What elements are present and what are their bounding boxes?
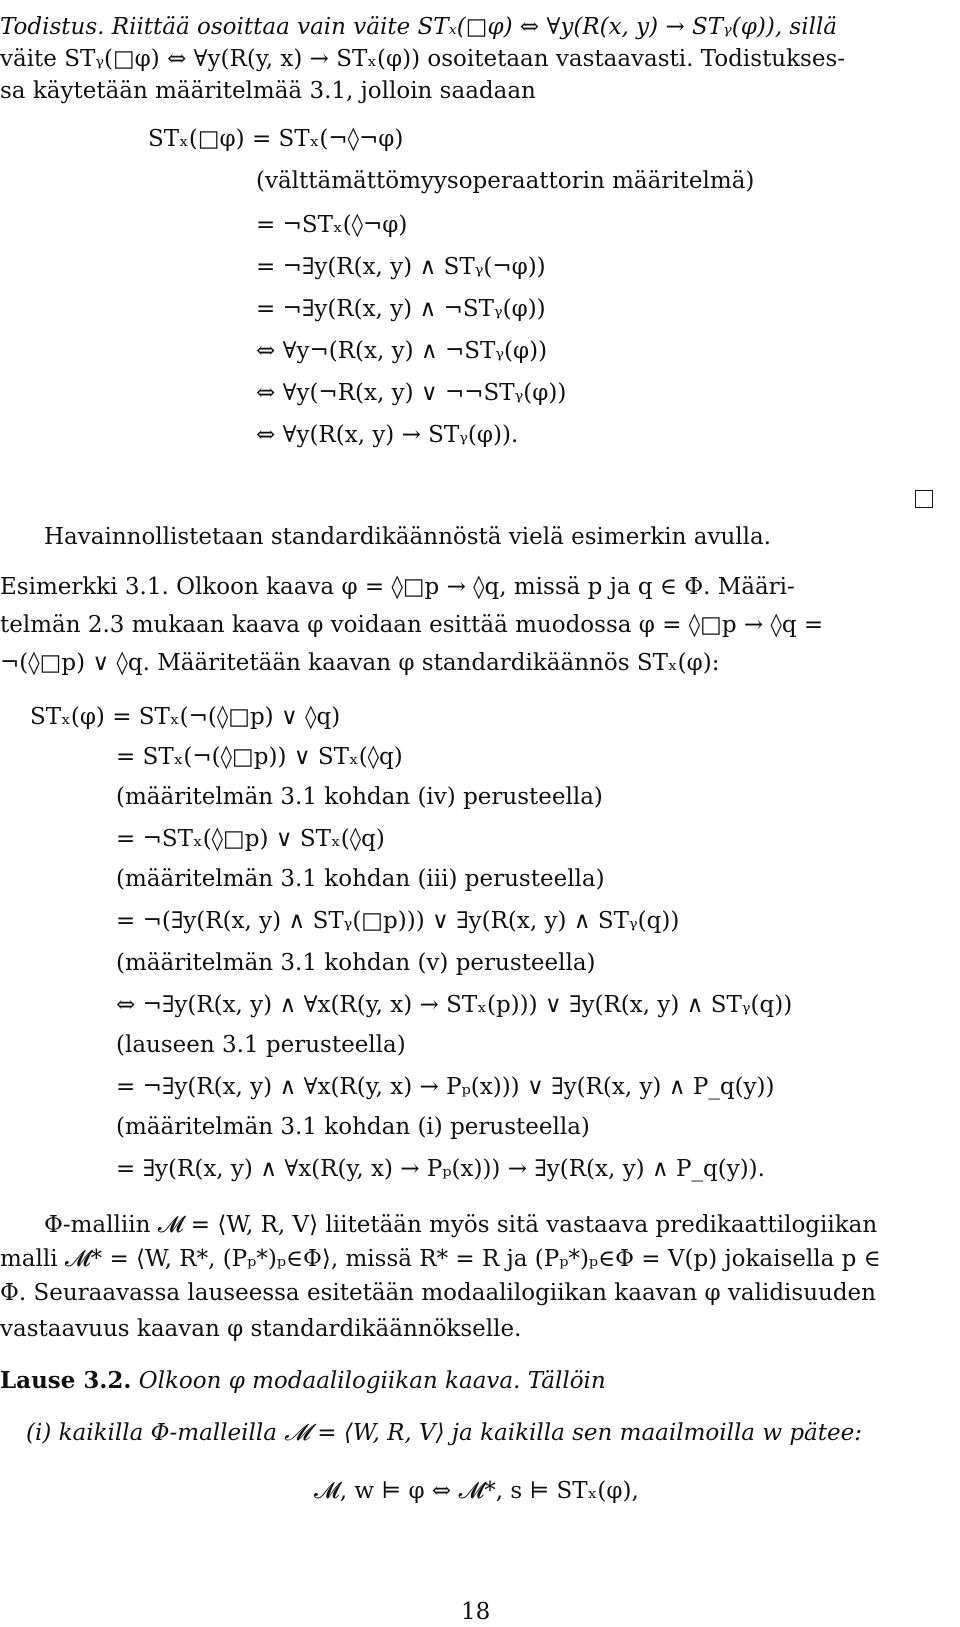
example-derivation-10: = ¬∃y(R(x, y) ∧ ∀x(R(y, x) → Pₚ(x))) ∨ ∃y(R(x, y) ∧ P_q(y)) (116, 1074, 775, 1100)
theorem-label: Lause 3.2. (0, 1367, 132, 1394)
model-paragraph-line-1: Φ-malliin 𝓜 = ⟨W, R, V⟩ liitetään myös sitä vastaava predikaattilogiikan (44, 1212, 878, 1238)
example-line-3: ¬(◊□p) ∨ ◊q. Määritetään kaavan φ standardikäännös STₓ(φ): (0, 650, 720, 676)
example-derivation-11: (määritelmän 3.1 kohdan (i) perusteella) (116, 1114, 590, 1140)
model-paragraph-line-2: malli 𝓜* = ⟨W, R*, (Pₚ*)ₚ∈Φ⟩, missä R* = R ja (Pₚ*)ₚ∈Φ = V(p) jokaisella p ∈ (0, 1246, 881, 1272)
proof-derivation-6: ⇔ ∀y¬(R(x, y) ∧ ¬STᵧ(φ)) (256, 338, 548, 364)
example-derivation-7: (määritelmän 3.1 kohdan (v) perusteella) (116, 950, 596, 976)
transition-text: Havainnollistetaan standardikäännöstä vielä esimerkin avulla. (44, 524, 772, 550)
proof-line-3: sa käytetään määritelmää 3.1, jolloin saadaan (0, 78, 536, 104)
theorem-statement: Olkoon φ modaalilogiikan kaava. Tällöin (138, 1368, 606, 1394)
proof-derivation-1: STₓ(□φ) = STₓ(¬◊¬φ) (148, 126, 404, 152)
proof-derivation-8: ⇔ ∀y(R(x, y) → STᵧ(φ)). (256, 422, 519, 448)
proof-derivation-2: (välttämättömyysoperaattorin määritelmä) (256, 168, 755, 194)
example-line-1: Esimerkki 3.1. Olkoon kaava φ = ◊□p → ◊q, missä p ja q ∈ Φ. Määri- (0, 574, 795, 600)
example-derivation-3: (määritelmän 3.1 kohdan (iv) perusteella) (116, 784, 603, 810)
example-line-2: telmän 2.3 mukaan kaava φ voidaan esittää muodossa φ = ◊□p → ◊q = (0, 612, 824, 638)
proof-derivation-4: = ¬∃y(R(x, y) ∧ STᵧ(¬φ)) (256, 254, 546, 280)
theorem-item-i: (i) kaikilla Φ-malleilla 𝓜 = ⟨W, R, V⟩ ja kaikilla sen maailmoilla w pätee: (26, 1420, 862, 1446)
example-derivation-8: ⇔ ¬∃y(R(x, y) ∧ ∀x(R(y, x) → STₓ(p))) ∨ ∃y(R(x, y) ∧ STᵧ(q)) (116, 992, 793, 1018)
example-derivation-2: = STₓ(¬(◊□p)) ∨ STₓ(◊q) (116, 744, 403, 770)
page-number: 18 (461, 1599, 491, 1625)
proof-derivation-7: ⇔ ∀y(¬R(x, y) ∨ ¬¬STᵧ(φ)) (256, 380, 567, 406)
qed-box-icon (915, 490, 933, 508)
example-derivation-6: = ¬(∃y(R(x, y) ∧ STᵧ(□p))) ∨ ∃y(R(x, y) ∧ STᵧ(q)) (116, 908, 680, 934)
model-paragraph-line-3: Φ. Seuraavassa lauseessa esitetään modaalilogiikan kaavan φ validisuuden (0, 1280, 876, 1306)
proof-derivation-3: = ¬STₓ(◊¬φ) (256, 212, 408, 238)
model-paragraph-line-4: vastaavuus kaavan φ standardikäännökselle. (0, 1316, 522, 1342)
theorem-formula: 𝓜, w ⊨ φ ⇔ 𝓜*, s ⊨ STₓ(φ), (314, 1478, 639, 1504)
example-derivation-12: = ∃y(R(x, y) ∧ ∀x(R(y, x) → Pₚ(x))) → ∃y(R(x, y) ∧ P_q(y)). (116, 1156, 765, 1182)
theorem-heading (0, 1366, 606, 1396)
proof-line-2: väite STᵧ(□φ) ⇔ ∀y(R(y, x) → STₓ(φ)) osoitetaan vastaavasti. Todistukses- (0, 46, 846, 72)
example-derivation-4: = ¬STₓ(◊□p) ∨ STₓ(◊q) (116, 826, 385, 852)
example-derivation-9: (lauseen 3.1 perusteella) (116, 1032, 406, 1058)
example-derivation-1: STₓ(φ) = STₓ(¬(◊□p) ∨ ◊q) (30, 704, 341, 730)
example-derivation-5: (määritelmän 3.1 kohdan (iii) perusteella) (116, 866, 605, 892)
proof-derivation-5: = ¬∃y(R(x, y) ∧ ¬STᵧ(φ)) (256, 296, 546, 322)
proof-line-1: Todistus. Riittää osoittaa vain väite STₓ(□φ) ⇔ ∀y(R(x, y) → STᵧ(φ)), sillä (0, 14, 838, 40)
